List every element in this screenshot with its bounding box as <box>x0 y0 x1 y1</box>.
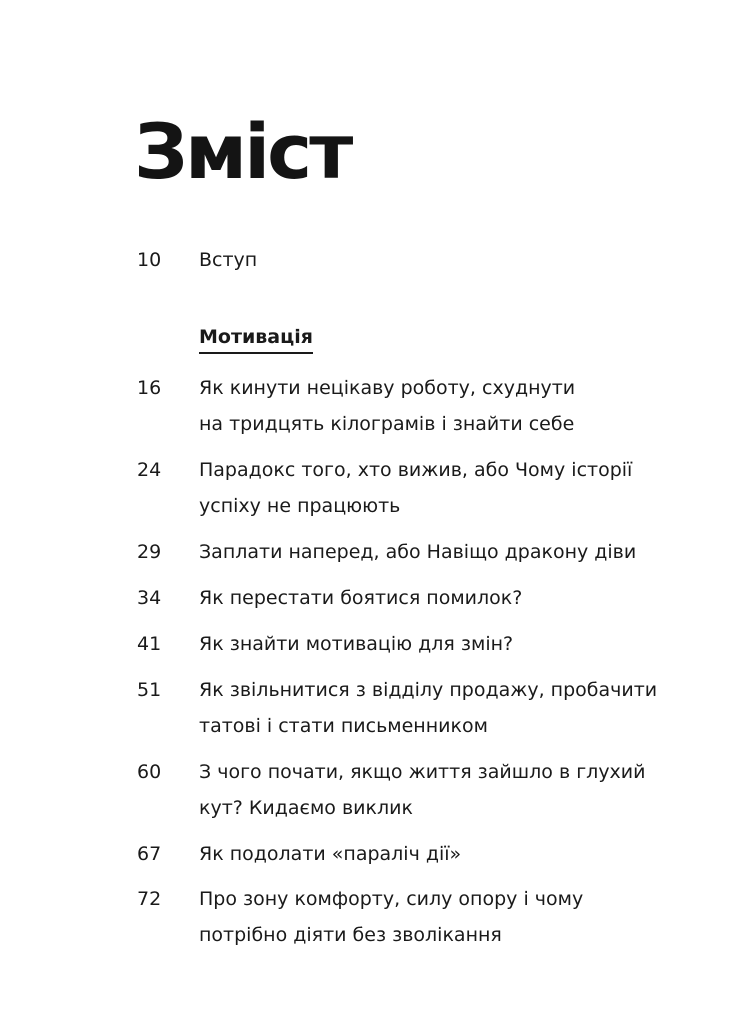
entry-title <box>199 452 669 524</box>
entry-title-line: Як знайти мотивацію для змін? <box>199 633 514 655</box>
entry-title <box>199 626 669 662</box>
page-number: 51 <box>137 679 162 701</box>
page-number: 24 <box>137 459 162 481</box>
entry-title-line: Вступ <box>199 249 258 271</box>
page-number: 41 <box>137 633 162 655</box>
page-title: Зміст <box>134 107 351 196</box>
entry-title-line: Як подолати «параліч дії» <box>199 843 462 865</box>
entry-title <box>199 836 669 872</box>
entry-title-line: Як кинути нецікаву роботу, схуднути <box>199 377 576 399</box>
page-number: 67 <box>137 843 162 865</box>
entry-title <box>199 534 669 570</box>
entry-title-line: З чого почати, якщо життя зайшло в глухий <box>199 761 646 783</box>
entry-title <box>199 754 669 826</box>
entry-title-line: потрібно діяти без зволікання <box>199 924 502 946</box>
page-number: 29 <box>137 541 162 563</box>
entry-title-line: Парадокс того, хто вижив, або Чому історії <box>199 459 633 481</box>
entry-title-line: успіху не працюють <box>199 495 401 517</box>
entry-title-line: Заплати наперед, або Навіщо дракону діви <box>199 541 637 563</box>
entry-title-line: татові і стати письменником <box>199 715 488 737</box>
page-number: 72 <box>137 888 162 910</box>
section-heading: Мотивація <box>199 322 313 354</box>
page-number: 60 <box>137 761 162 783</box>
entry-title-line: Про зону комфорту, силу опору і чому <box>199 888 584 910</box>
page-number: 34 <box>137 587 162 609</box>
entry-title <box>199 370 669 442</box>
entry-title <box>199 242 669 278</box>
entry-title <box>199 881 669 953</box>
page-number: 10 <box>137 249 162 271</box>
entry-title-line: кут? Кидаємо виклик <box>199 797 413 819</box>
entry-title-line: Як перестати боятися помилок? <box>199 587 523 609</box>
page-number: 16 <box>137 377 162 399</box>
entry-title <box>199 580 669 616</box>
entry-title-line: на тридцять кілограмів і знайти себе <box>199 413 575 435</box>
entry-title <box>199 672 669 744</box>
entry-title-line: Як звільнитися з відділу продажу, пробачити <box>199 679 658 701</box>
